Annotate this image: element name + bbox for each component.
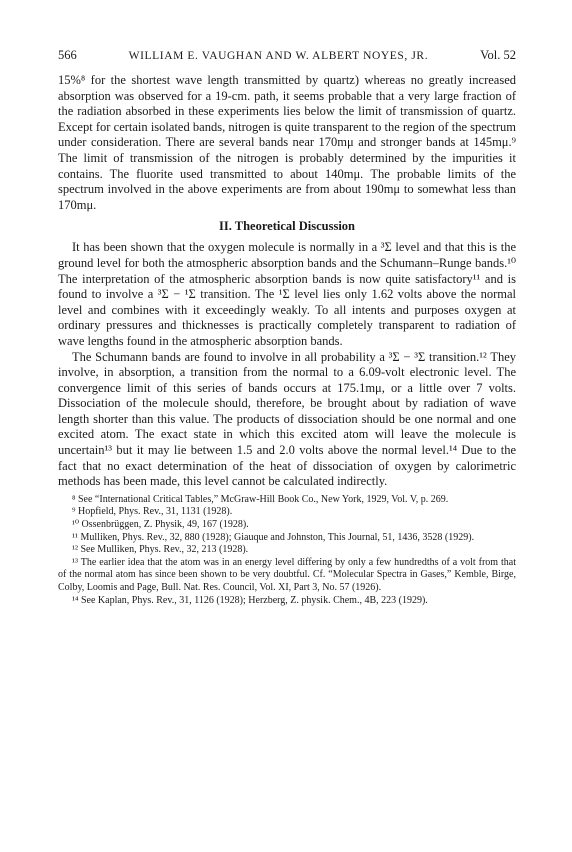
- footnote-13: ¹³ The earlier idea that the atom was in an energy level differing by only a few hundredths of a volt from that of the normal atom has since been shown to be very doubtful. Cf. “Molecular Spectra in Gases,” Kemble, Birge, Colby, Loomis and Page, Bull. Nat. Res. Council, Vol. XI, Part 3, No. 57 (1926).: [58, 556, 516, 593]
- article-body: [58, 73, 516, 490]
- footnote-8: ⁸ See “International Critical Tables,” McGraw-Hill Book Co., New York, 1929, Vol. V, p. 269.: [72, 493, 449, 505]
- footnote-10: ¹⁰ Ossenbrüggen, Z. Physik, 49, 167 (1928).: [72, 519, 249, 531]
- paragraph-oxygen-ground-level: It has been shown that the oxygen molecule is normally in a ³Σ level and that this is the ground level for both the atmospheric absorption bands and the Schumann–Runge bands.¹⁰ The interpretation of the atmospheric absorption bands is now quite satisfactory¹¹ and is found to involve a ³Σ − ¹Σ transition. The ¹Σ level lies only 1.62 volts above the normal level and combines with it exceedingly weakly. To all intents and purposes oxygen at ordinary pressures and thicknesses is practically completely transparent to radiation of wave lengths found in the atmospheric absorption bands.: [58, 240, 516, 348]
- page-number: 566: [58, 48, 77, 62]
- footnote-9: ⁹ Hopfield, Phys. Rev., 31, 1131 (1928).: [72, 506, 233, 518]
- section-heading: II. Theoretical Discussion: [218, 219, 355, 234]
- footnote-12: ¹² See Mulliken, Phys. Rev., 32, 213 (1928).: [72, 544, 249, 556]
- journal-page: [58, 48, 516, 607]
- paragraph-schumann-bands: The Schumann bands are found to involve in all probability a ³Σ − ³Σ transition.¹² They involve, in absorption, a transition from the normal to a 6.09-volt electronic level. The convergence limit of this series of bands occurs at 175.1mμ, or a little over 7 volts. Dissociation of the molecule should, therefore, be brought about by radiation of wave length shorter than this value. The products of dissociation should be one normal and one excited atom. The exact state in which this excited atom will leave the molecule is uncertain¹³ but it may lie between 1.5 and 2.0 volts above the normal level.¹⁴ Due to the fact that no exact determination of the heat of dissociation of oxygen by calorimetric methods has been made, this level cannot be calculated indirectly.: [58, 349, 516, 489]
- running-authors: WILLIAM E. VAUGHAN AND W. ALBERT NOYES, JR.: [128, 50, 429, 62]
- paragraph-continuation: 15%⁸ for the shortest wave length transmitted by quartz) whereas no greatly increased absorption was observed for a 19-cm. path, it seems probable that a very large fraction of the radiation absorbed in these experiments lies below the limit of transmission of quartz. Except for certain isolated bands, nitrogen is quite transparent to the region of the spectrum under consideration. There are several bands near 170mμ and stronger bands at 145mμ.⁹ The limit of transmission of the nitrogen is probably determined by the impurities it contains. The fluorite used transmitted to about 140mμ. The probable limits of the spectrum involved in the above experiments are from about 190mμ to somewhat less than 170mμ.: [58, 73, 516, 212]
- running-header: [58, 48, 516, 63]
- footnote-14: ¹⁴ See Kaplan, Phys. Rev., 31, 1126 (1928); Herzberg, Z. physik. Chem., 4B, 223 (1929).: [72, 594, 428, 606]
- volume-label: Vol. 52: [480, 48, 516, 62]
- footnotes: [58, 494, 516, 607]
- footnote-11: ¹¹ Mulliken, Phys. Rev., 32, 880 (1928); Giauque and Johnston, This Journal, 51, 1436, 3528 (1929).: [72, 531, 475, 543]
